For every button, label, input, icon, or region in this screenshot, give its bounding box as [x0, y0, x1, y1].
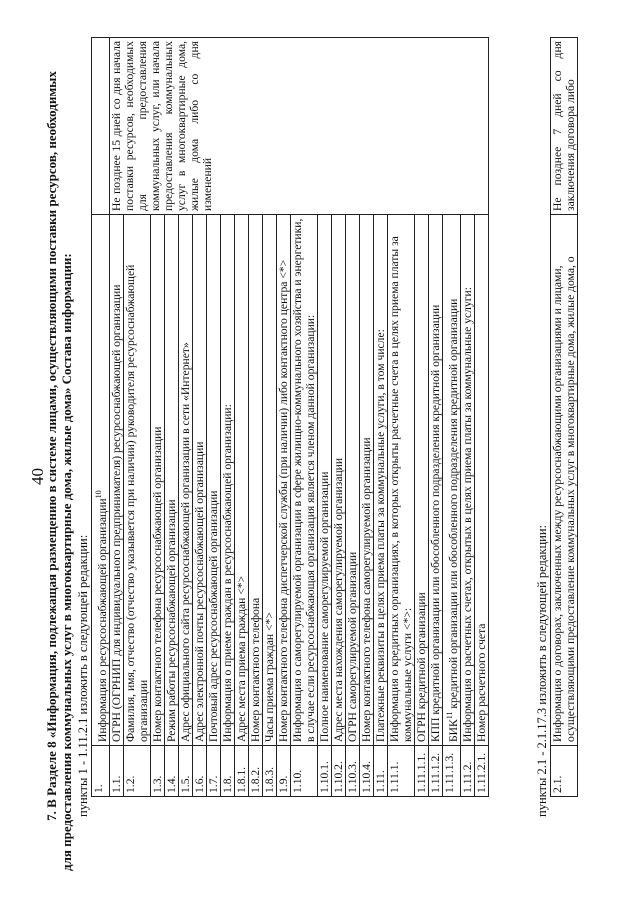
footnote-marker: 11 [444, 711, 454, 720]
item-text: Информация о кредитных организациях, в которых открыты расчетные счета в целях приема платы за коммунальные услуги <*>: [387, 236, 414, 742]
item-number: 1.11.1.3. [442, 746, 460, 797]
item-description [150, 215, 164, 746]
table-row [109, 38, 123, 797]
item-description [206, 215, 220, 746]
item-number: 1.8.3. [262, 746, 276, 797]
item-text: Информация о ресурсоснабжающей организации [95, 498, 109, 742]
item-number: 1.10.1. [317, 746, 331, 797]
item-description [276, 215, 290, 746]
table-row [551, 38, 578, 797]
heading-line-2: для предоставления коммунальных услуг в многоквартирные дома, жилые дома» Состава информации: [59, 253, 74, 871]
item-text-continued: кредитной организации или обособленного подразделения кредитной организации [446, 298, 460, 712]
item-description [317, 215, 331, 746]
information-table-1 [91, 37, 489, 797]
item-number: 1.4. [164, 746, 178, 797]
item-number: 1.2. [123, 746, 150, 797]
item-text: Номер контактного телефона диспетчерской службы (при наличии) либо контактного центра <*> [276, 259, 290, 742]
item-text: Номер контактного телефона [248, 597, 262, 742]
item-number: 2.1. [551, 746, 578, 797]
item-number: 1.10.3. [345, 746, 359, 797]
item-number: 1.8. [220, 746, 234, 797]
item-text: Режим работы ресурсоснабжающей организации [164, 499, 178, 742]
item-number: 1.8.2. [248, 746, 262, 797]
item-text: ОГРН саморегулируемой организации [345, 551, 359, 742]
item-description [164, 215, 178, 746]
item-number: 1.10.2. [331, 746, 345, 797]
item-description [345, 215, 359, 746]
item-number: 1.6. [192, 746, 206, 797]
item-description [414, 215, 428, 746]
item-text: Номер контактного телефона ресурсоснабжающей организации [150, 426, 164, 742]
item-number: 1.11.1. [387, 746, 414, 797]
item-number: 1.11.2.1. [474, 746, 488, 797]
item-text: Адрес электронной почты ресурсоснабжающей организации [192, 441, 206, 742]
item-description [442, 215, 460, 746]
item-number: 1.5. [178, 746, 192, 797]
item-description [474, 215, 488, 746]
table-row [92, 38, 110, 797]
item-description [359, 215, 373, 746]
item-description [92, 215, 110, 746]
item-text: Часы приема граждан <*> [262, 612, 276, 742]
item-description [262, 215, 276, 746]
item-number: 1. [92, 746, 110, 797]
item-text: Номер расчетного счета [474, 623, 488, 742]
item-description [220, 215, 234, 746]
item-description [109, 215, 123, 746]
information-table-2 [550, 37, 578, 797]
item-description [178, 215, 192, 746]
item-description [331, 215, 345, 746]
item-number: 1.11. [373, 746, 387, 797]
item-description [123, 215, 150, 746]
item-text: Информация о саморегулируемой организации в сфере жилищно-коммунального хозяйства и энергетики, в случае если ресурсоснабжающая организация является членом данной организации: [290, 218, 317, 742]
item-text: Информация о приеме граждан в ресурсоснабжающей организации: [220, 404, 234, 742]
item-number: 1.11.2. [460, 746, 474, 797]
item-text: ОГРН кредитной организации [414, 592, 428, 742]
item-description [248, 215, 262, 746]
item-number: 1.10. [290, 746, 317, 797]
item-text: Фамилия, имя, отчество (отчество указывается при наличии) руководителя ресурсоснабжающей организации [123, 264, 150, 742]
deadline-note: Не позднее 7 дней со дня заключения договора либо [551, 38, 578, 215]
item-description: Информация о договорах, заключенных между ресурсоснабжающими организациями и лицами, осуществляющими предоставление коммунальных услуг в многоквартирные дома, жилые дома, о [551, 215, 578, 746]
item-description [290, 215, 317, 746]
item-number: 1.11.1.2. [428, 746, 442, 797]
item-text: Почтовый адрес ресурсоснабжающей организации [206, 490, 220, 742]
item-text: Платежные реквизиты в целях приема платы за коммунальные услуги, в том числе: [373, 329, 387, 742]
item-text: Полное наименование саморегулируемой организации [317, 471, 331, 742]
item-description [428, 215, 442, 746]
empty-cell [92, 38, 110, 215]
item-text: Информация о расчетных счетах, открытых в целях приема платы за коммунальные услуги: [460, 287, 474, 742]
item-text: КПП кредитной организации или обособленного подразделения кредитной организации [428, 304, 442, 742]
heading-line-1: 7. В Разделе 8 «Информация, подлежащая размещению в системе лицами, осуществляющими поставки ресурсов, необходимых [44, 71, 59, 821]
footnote-marker: 10 [94, 490, 103, 499]
item-description [460, 215, 474, 746]
item-text: ОГРН (ОГРНИП для индивидуального предпринимателя) ресурсоснабжающей организации [109, 284, 123, 742]
item-description [234, 215, 248, 746]
item-number: 1.9. [276, 746, 290, 797]
item-text: Номер контактного телефона саморегулируемой организации [359, 437, 373, 742]
item-text: БИК [446, 719, 460, 742]
intro-text-1: пункты 1 - 1.11.2.1 изложить в следующей редакции: [76, 534, 90, 817]
item-number: 1.11.1.1. [414, 746, 428, 797]
item-text: Адрес официального сайта ресурсоснабжающей организации в сети «Интернет» [178, 342, 192, 742]
item-description [387, 215, 414, 746]
item-description [373, 215, 387, 746]
item-number: 1.8.1. [234, 746, 248, 797]
item-description [192, 215, 206, 746]
item-text: Адрес места нахождения саморегулируемой организации [331, 457, 345, 742]
section-heading [44, 21, 74, 871]
item-number: 1.3. [150, 746, 164, 797]
item-number: 1.1. [109, 746, 123, 797]
item-number: 1.10.4. [359, 746, 373, 797]
item-number: 1.7. [206, 746, 220, 797]
page-number: 40 [28, 468, 47, 485]
item-text: Адрес места приема граждан <*> [234, 575, 248, 742]
deadline-note: Не позднее 15 дней со дня начала поставки ресурсов, необходимых для предоставления коммунальных услуг, или начала предоставления коммунальных услуг в многоквартирные дома, жилые дома либо со дня изменений [109, 38, 488, 215]
intro-text-2: пункты 2.1 - 2.1.17.3 изложить в следующей редакции: [535, 524, 549, 817]
